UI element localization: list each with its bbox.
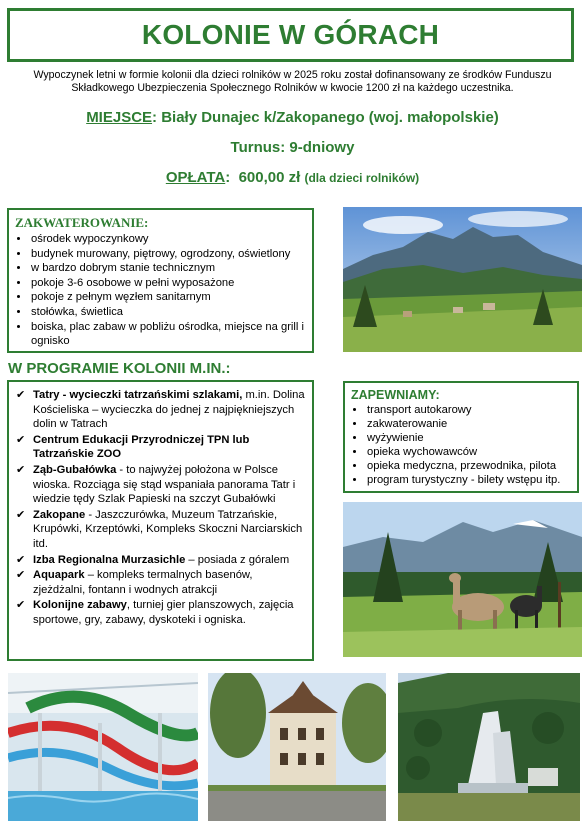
checkmark-icon: ✔ (16, 433, 26, 446)
aquapark-photo (8, 673, 198, 821)
list-item: • budynek murowany, piętrowy, ogrodzony, oświetlony (30, 247, 306, 262)
list-item (15, 388, 306, 432)
provide-list (351, 403, 571, 487)
provide-heading: ZAPEWNIAMY: (351, 388, 440, 402)
checkmark-icon: ✔ (16, 569, 26, 582)
checkmark-icon: ✔ (16, 463, 26, 476)
item-bold: Aquapark (33, 569, 85, 582)
list-item: • pokoje 3-6 osobowe w pełni wyposażone (30, 276, 306, 291)
fee-label: OPŁATA (165, 169, 226, 186)
alpaca-photo (343, 502, 582, 657)
item-text: – kompleks termalnych basenów, zjeżdżalni, fontann i wodnych atrakcji (33, 569, 253, 596)
list-item (15, 433, 306, 462)
title-box (7, 8, 574, 62)
list-item: • w bardzo dobrym stanie technicznym (30, 261, 306, 276)
program-heading: W PROGRAMIE KOLONII M.IN.: (8, 360, 231, 377)
fee-value: 600,00 zł (238, 169, 301, 186)
place-line (0, 109, 585, 126)
page-title: KOLONIE W GÓRACH (141, 19, 440, 50)
fee-sep: : (225, 169, 231, 186)
item-bold: Tatry - wycieczki tatrzańskimi szlakami, (33, 389, 243, 401)
item-text: m.in. Dolina Kościeliska – wycieczka do jednej z najpiękniejszych dolin w Tatrach (33, 389, 305, 431)
item-bold: Zakopane (33, 508, 86, 521)
list-item (15, 568, 306, 597)
item-bold: Ząb-Gubałówka (33, 463, 117, 476)
list-item: • opieka wychowawców (366, 445, 571, 459)
item-text: – posiada z góralem (185, 553, 290, 566)
museum-photo (208, 673, 386, 821)
place-value: : Biały Dunajec k/Zakopanego (woj. małopolskie) (152, 109, 499, 126)
program-list (15, 388, 306, 628)
list-item: • stołówka, świetlica (30, 305, 306, 320)
item-bold: Izba Regionalna Murzasichle (33, 553, 186, 566)
item-text: , turniej gier planszowych, zajęcia sportowe, gry, zabawy, dyskoteki i ogniska. (33, 599, 294, 626)
list-item: • ośrodek wypoczynkowy (30, 232, 306, 247)
provide-box (343, 381, 579, 493)
fee-note: (dla dzieci rolników) (304, 171, 420, 185)
item-bold: Kolonijne zabawy (33, 599, 127, 612)
list-item: • zakwaterowanie (366, 417, 571, 431)
checkmark-icon: ✔ (16, 508, 26, 521)
program-box (7, 380, 314, 661)
fee-line (0, 169, 585, 186)
list-item (15, 598, 306, 627)
item-bold: Centrum Edukacji Przyrodniczej TPN lub Tatrzańskie ZOO (33, 433, 250, 461)
list-item: • transport autokarowy (366, 403, 571, 417)
list-item: • boiska, plac zabaw w pobliżu ośrodka, miejsce na grill i ognisko (30, 320, 306, 349)
checkmark-icon: ✔ (16, 389, 26, 401)
intro-text: Wypoczynek letni w formie kolonii dla dzieci rolników w 2025 roku został dofinansowany ze środków Funduszu Składkowego Ubezpieczenia Społecznego Rolników w kwocie 1200 zł na każdego uczestnika. (33, 69, 552, 95)
checkmark-icon: ✔ (16, 553, 26, 566)
ski-jump-photo (398, 673, 580, 821)
accommodation-box (7, 208, 314, 353)
accommodation-heading: ZAKWATEROWANIE: (15, 215, 149, 230)
list-item (15, 463, 306, 507)
mountain-photo (343, 207, 582, 352)
item-text: - to najwyżej położona w Polsce wioska. Rozciąga się stąd wspaniała panorama Tatr i wiedzie tędy Szlak Papieski na szczyt Gubałówki (33, 463, 296, 506)
item-text: - Jaszczurówka, Muzeum Tatrzańskie, Krupówki, Krzeptówki, Kompleks Skoczni Narciarskich itd. (33, 508, 303, 550)
accommodation-list (15, 232, 306, 349)
list-item: • program turystyczny - bilety wstępu itp. (366, 473, 571, 487)
list-item (15, 553, 306, 568)
list-item: • pokoje z pełnym węzłem sanitarnym (30, 290, 306, 305)
place-label: MIEJSCE (86, 109, 153, 126)
list-item (15, 508, 306, 552)
list-item: • wyżywienie (366, 431, 571, 445)
checkmark-icon: ✔ (16, 599, 26, 612)
list-item: • opieka medyczna, przewodnika, pilota (366, 459, 571, 473)
turnus-line: Turnus: 9-dniowy (230, 139, 355, 156)
